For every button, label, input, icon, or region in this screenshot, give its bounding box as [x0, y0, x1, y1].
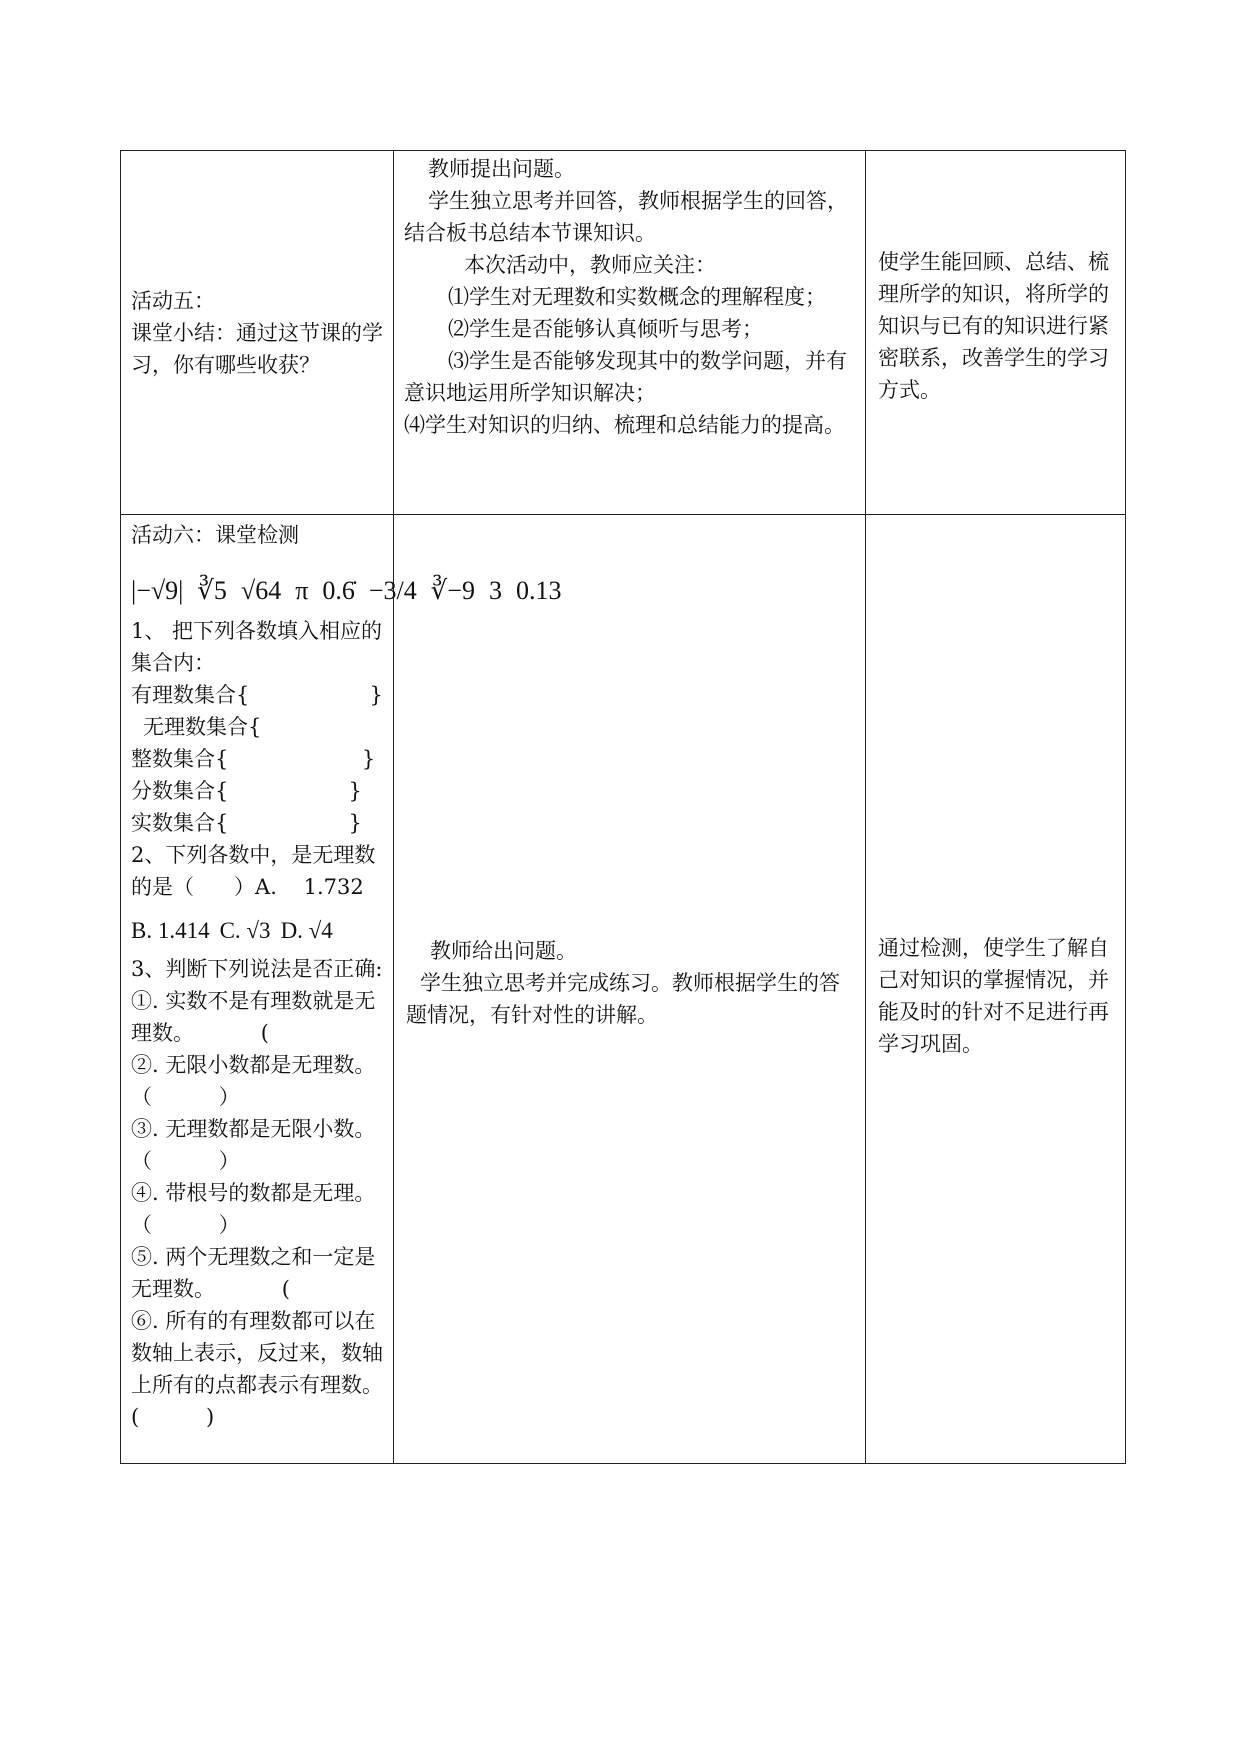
design-intent-6-cell — [866, 515, 1126, 1464]
number-list — [131, 551, 562, 615]
teacher-line: ⑶学生是否能够发现其中的数学问题，并有意识地运用所学知识解决； — [404, 349, 847, 405]
design-intent-5-cell — [866, 151, 1126, 515]
set-irrational: 无理数集合{ — [143, 715, 262, 739]
math-item: −3/4 — [368, 576, 417, 605]
teacher-activity-5-cell — [394, 151, 866, 515]
table-row-activity-6 — [121, 515, 1126, 1464]
teacher-line: 学生独立思考并回答，教师根据学生的回答，结合板书总结本节课知识。 — [404, 189, 848, 245]
lesson-table — [120, 150, 1126, 1464]
math-item: 0.6̇ — [322, 576, 355, 605]
teacher-line: 本次活动中，教师应关注： — [464, 253, 716, 277]
statement: ⑥. 所有的有理数都可以在数轴上表示，反过来，数轴上所有的点都表示有理数。( ) — [131, 1309, 383, 1429]
option-d: D. √4 — [280, 918, 333, 943]
activity-5-description: 课堂小结：通过这节课的学习，你有哪些收获？ — [131, 321, 383, 377]
statement-blank: （ ） — [131, 1085, 240, 1109]
math-item: ∛5 — [197, 576, 227, 605]
statement: ④. 带根号的数都是无理。 — [131, 1181, 376, 1205]
statement: ⑤. 两个无理数之和一定是无理数。 ( — [131, 1245, 376, 1301]
math-item: √64 — [240, 576, 282, 605]
teacher-line: ⑴学生对无理数和实数概念的理解程度； — [448, 285, 826, 309]
teacher-line: 学生独立思考并完成练习。教师根据学生的答题情况，有针对性的讲解。 — [406, 971, 840, 1027]
math-item: 0.13 — [515, 576, 562, 605]
teacher-line: 教师给出问题。 — [430, 939, 577, 963]
math-item: ∛−9 — [430, 576, 475, 605]
teacher-activity-6-cell — [394, 515, 866, 1464]
set-fraction: 分数集合{ } — [131, 779, 362, 803]
statement: ①. 实数不是有理数就是无理数。 ( — [131, 989, 376, 1045]
activity-5-cell — [121, 151, 394, 515]
statement-blank: （ ） — [131, 1149, 240, 1173]
question-1: 1、 把下列各数填入相应的集合内： — [131, 619, 383, 675]
design-intent-6-text: 通过检测，使学生了解自己对知识的掌握情况，并能及时的针对不足进行再学习巩固。 — [878, 936, 1109, 1056]
math-item: 3 — [488, 576, 502, 605]
question-3: 3、判断下列说法是否正确: — [131, 957, 383, 981]
option-c: C. √3 — [219, 918, 271, 943]
activity-5-title: 活动五： — [131, 289, 215, 313]
question-2: 2、下列各数中，是无理数的是（ ）A. 1.732 — [131, 843, 376, 899]
set-real: 实数集合{ } — [131, 811, 362, 835]
set-integer: 整数集合{ } — [131, 747, 376, 771]
teacher-line: ⑷学生对知识的归纳、梳理和总结能力的提高。 — [404, 413, 845, 437]
option-b: B. 1.414 — [131, 918, 210, 943]
question-2-options — [131, 903, 385, 953]
teacher-line: 教师提出问题。 — [428, 157, 575, 181]
design-intent-5-text: 使学生能回顾、总结、梳理所学的知识，将所学的知识与已有的知识进行紧密联系，改善学生的学习方式。 — [878, 250, 1109, 402]
table-row-activity-5 — [121, 151, 1126, 515]
math-item: |−√9| — [131, 576, 184, 605]
activity-6-title: 活动六：课堂检测 — [131, 523, 299, 547]
statement: ②. 无限小数都是无理数。 — [131, 1053, 376, 1077]
math-item: π — [295, 576, 309, 605]
statement-blank: （ ） — [131, 1213, 240, 1237]
statement: ③. 无理数都是无限小数。 — [131, 1117, 376, 1141]
teacher-line: ⑵学生是否能够认真倾听与思考； — [448, 317, 763, 341]
set-rational: 有理数集合{ } — [131, 683, 383, 707]
